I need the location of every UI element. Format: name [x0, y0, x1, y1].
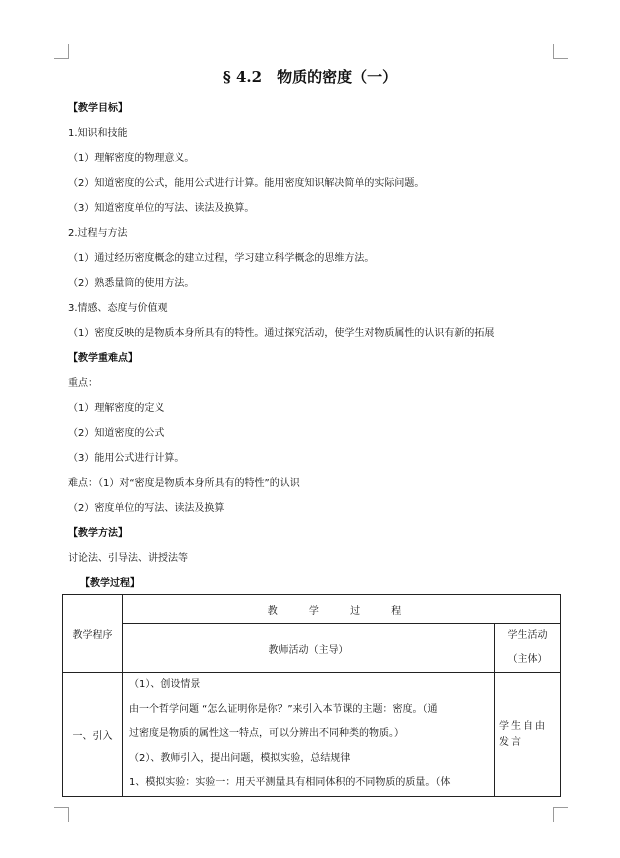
- header-student-line-2: （主体）: [507, 654, 548, 665]
- content-line: （2）、教师引入，提出问题，模拟实验，总结规律: [129, 752, 351, 764]
- text-line: （3）能用公式进行计算。: [68, 453, 185, 464]
- text-line: 讨论法、引导法、讲授法等: [68, 553, 188, 564]
- text-line: （2）密度单位的写法、读法及换算: [68, 503, 225, 514]
- content-line: 过密度是物质的属性这一特点，可以分辨出不同种类的物质。）: [129, 728, 404, 739]
- row-student-activity: 学生自由发言: [495, 673, 561, 797]
- text-line: （1）理解密度的物理意义。: [68, 153, 195, 164]
- header-process: 教 学 过 程: [123, 595, 561, 624]
- text-line: （2）知道密度的公式: [68, 428, 165, 439]
- row-program: 一、引入: [63, 673, 123, 797]
- text-line: （2）知道密度的公式，能用公式进行计算。能用密度知识解决简单的实际问题。: [68, 178, 425, 189]
- text-line: 2.过程与方法: [68, 228, 128, 239]
- text-line: （3）知道密度单位的写法、读法及换算。: [68, 203, 255, 214]
- text-line: （1）理解密度的定义: [68, 403, 165, 414]
- row-teacher-content: [123, 673, 495, 797]
- text-line: 【教学重难点】: [68, 353, 138, 364]
- teaching-process-table: [62, 594, 561, 797]
- text-line: 3.情感、态度与价值观: [68, 303, 168, 314]
- document-title: § 4.2 物质的密度（一）: [222, 68, 398, 86]
- text-line: 【教学过程】: [80, 578, 140, 589]
- text-line: （2）熟悉量筒的使用方法。: [68, 278, 195, 289]
- content-line: 1、模拟实验：实验一：用天平测量具有相同体积的不同物质的质量。（体: [129, 777, 451, 788]
- text-line: （1）通过经历密度概念的建立过程，学习建立科学概念的思维方法。: [68, 253, 375, 264]
- header-program: 教学程序: [63, 595, 123, 673]
- header-student: [495, 624, 561, 673]
- crop-mark-top-right: [553, 44, 568, 59]
- header-student-line-1: 学生活动: [507, 630, 548, 641]
- text-line: 【教学目标】: [68, 103, 128, 114]
- crop-mark-top-left: [54, 44, 69, 59]
- text-line: 重点：: [68, 378, 98, 389]
- crop-mark-bottom-left: [54, 807, 69, 822]
- header-teacher: 教师活动（主导）: [123, 624, 495, 673]
- crop-mark-bottom-right: [553, 807, 568, 822]
- content-line: （1）、创设情景: [129, 679, 201, 690]
- content-line: 由一个哲学问题 “怎么证明你是你？”来引入本节课的主题：密度。（通: [129, 703, 438, 715]
- text-line: 【教学方法】: [68, 528, 128, 539]
- text-line: （1）密度反映的是物质本身所具有的特性。通过探究活动，使学生对物质属性的认识有新的拓展: [68, 328, 495, 339]
- text-line: 1.知识和技能: [68, 128, 128, 139]
- table-row: [63, 673, 561, 797]
- text-line: 难点：（1）对“密度是物质本身所具有的特性”的认识: [68, 478, 300, 489]
